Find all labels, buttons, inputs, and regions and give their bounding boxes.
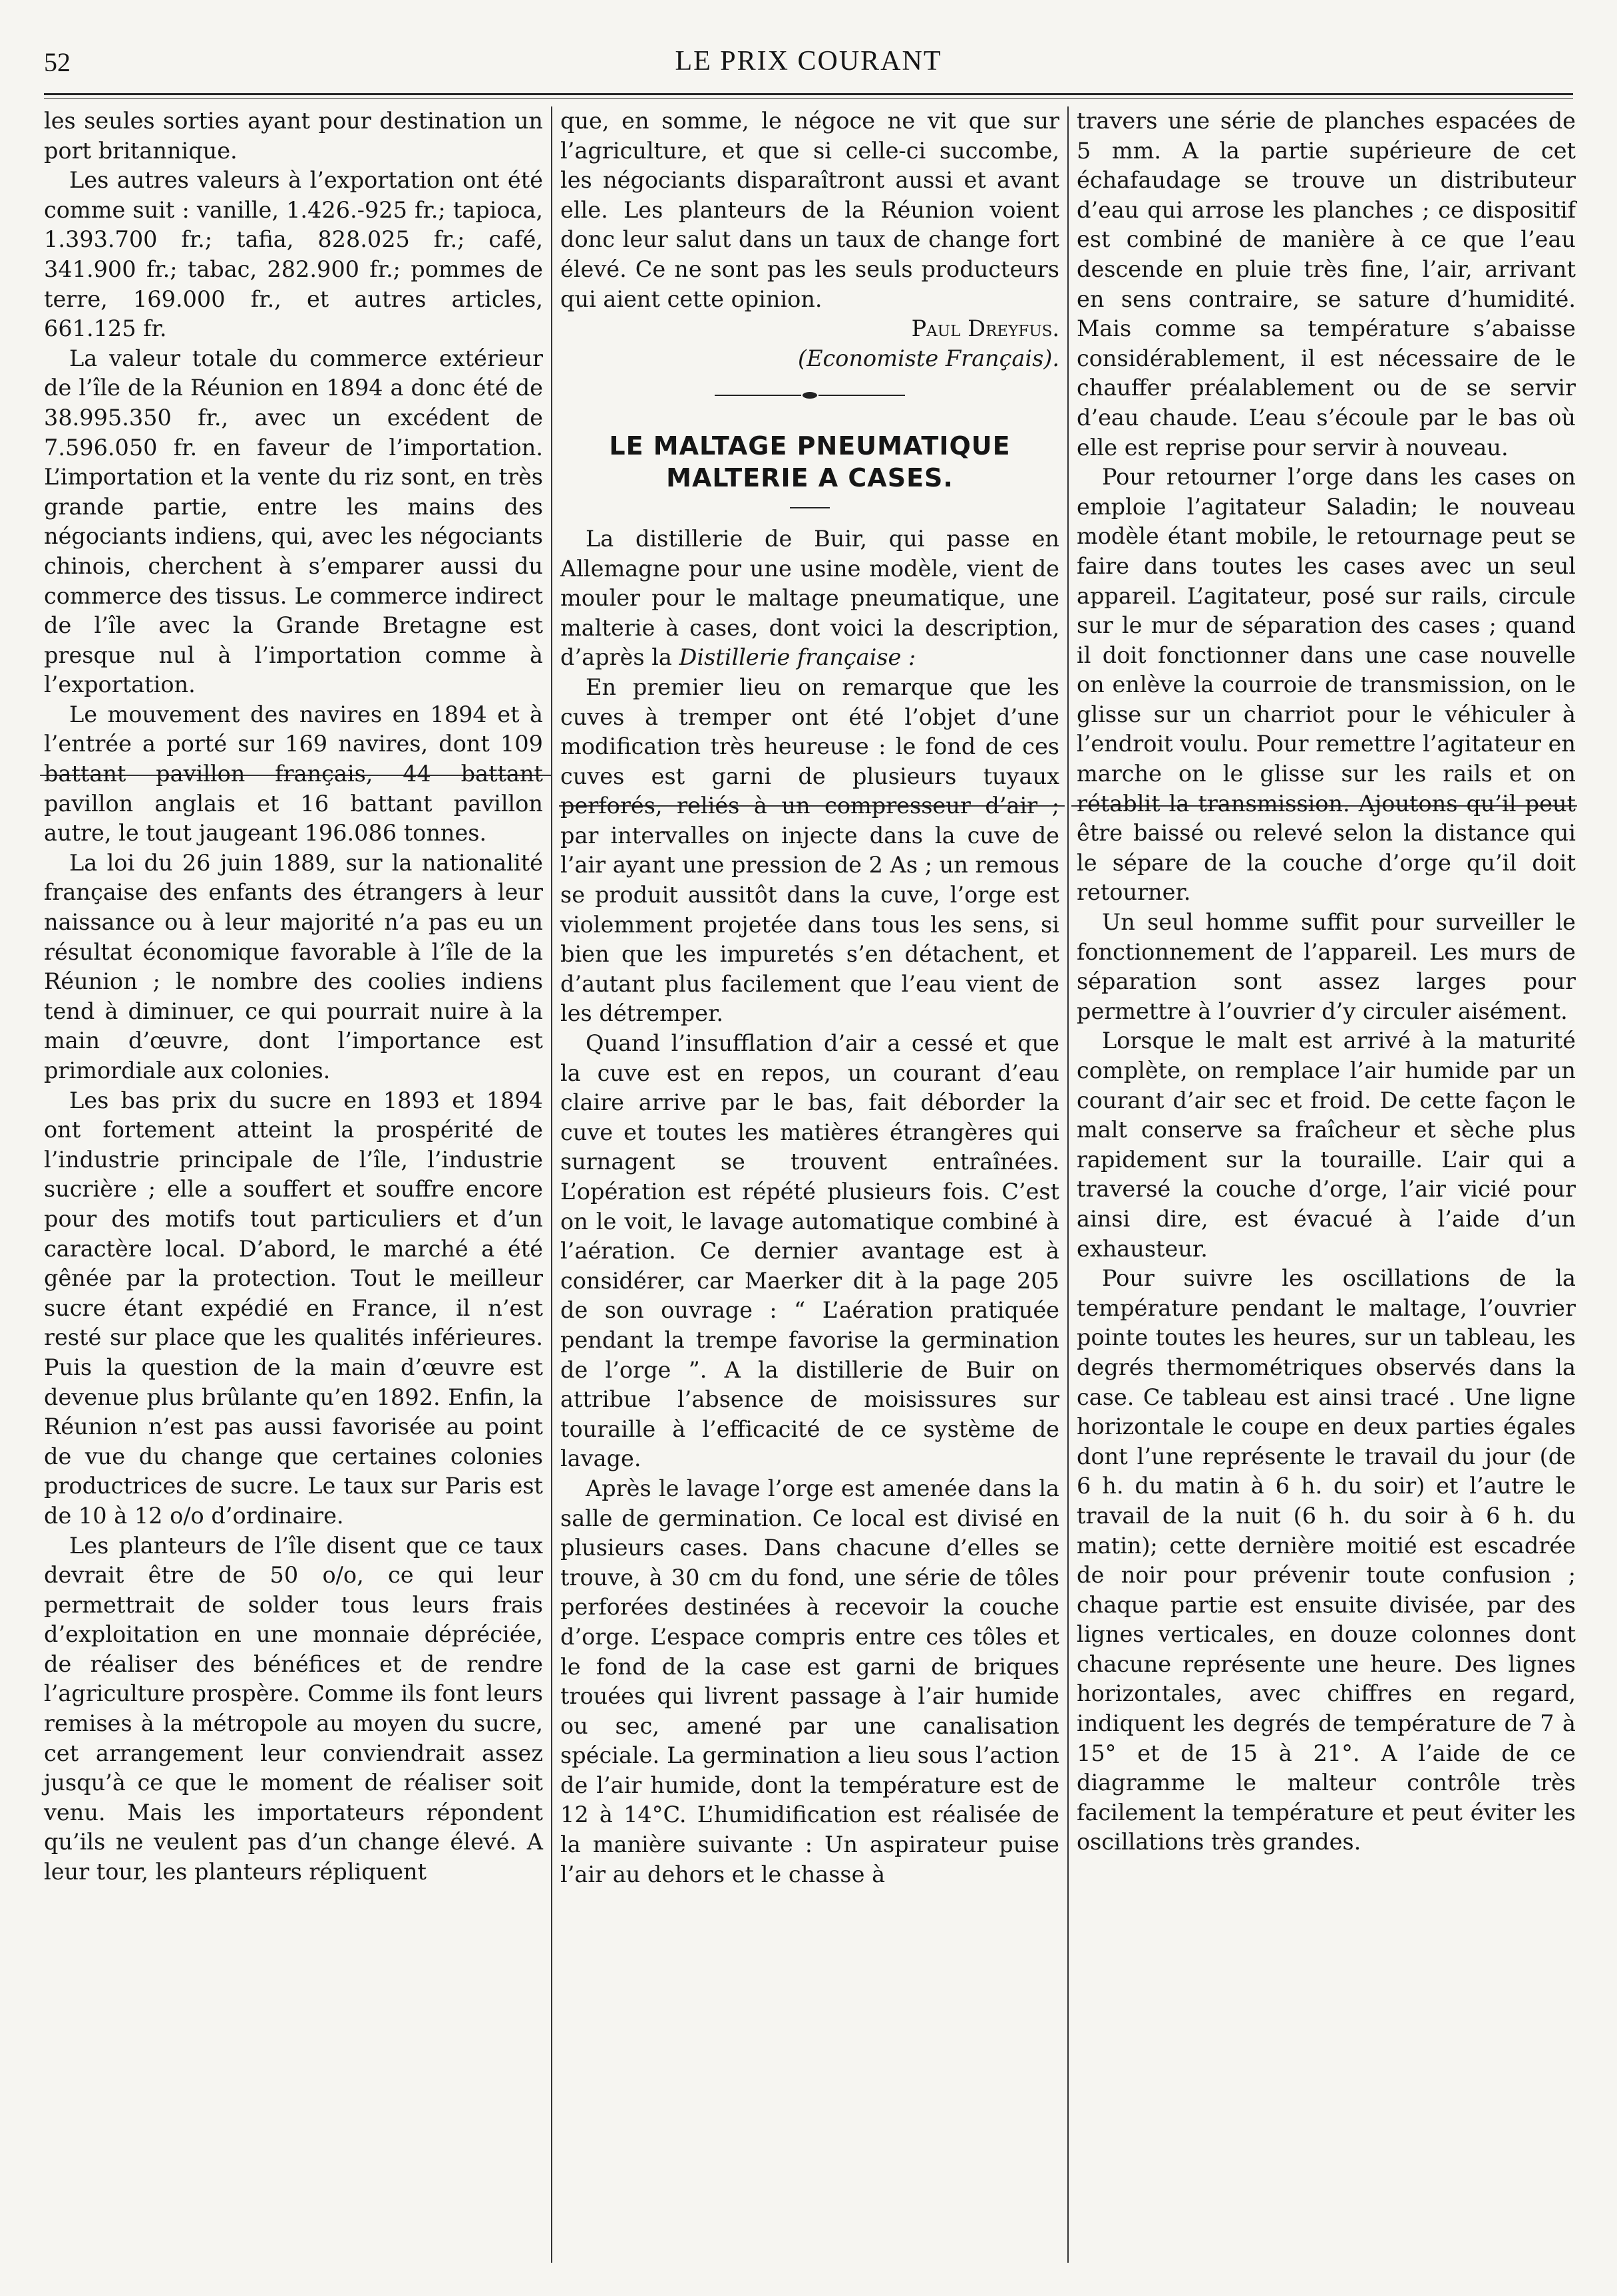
paragraph: Les bas prix du sucre en 1893 et 1894 ont fortement atteint la prospérité de l’industrie principale de l’île, l’industrie sucrière ; elle a souffert et souffre encore pour des motifs tout particuliers et d’un caractère local. D’abord, le marché a été gênée par la protection. Tout le meilleur sucre étant expédié en France, il n’est resté sur place que les qualités inférieures. Puis la question de la main d’œuvre est devenue plus brûlante qu’en 1892. Enfin, la Réunion n’est pas aussi favorisée au point de vue du change que certaines colonies productrices de sucre. Le taux sur Paris est de 10 à 12 o/o d’ordinaire. (44, 1087, 543, 1529)
paragraph-text: La distillerie de Buir, qui passe en Allemagne pour une usine modèle, vient de mouler pour le maltage pneumatique, une malterie à cases, dont voici la description, d’après la (560, 525, 1059, 671)
paragraph: Pour retourner l’orge dans les cases on emploie l’agitateur Saladin; le nouveau modèle étant mobile, le retournage peut se faire dans toutes les cases avec un seul appareil. L’agitateur, posé sur rails, circule sur le mur de séparation des cases ; quand il doit fonctionner dans une case nouvelle on enlève la courroie de transmission, on le glisse sur un charriot pour le véhiculer à l’endroit voulu. Pour remettre l’agitateur en marche on le glisse sur les rails et on rétablit la transmission. Ajoutons qu’il peut être baissé ou relevé selon la distance qui le sépare de la couche d’orge qu’il doit retourner. (1077, 464, 1576, 906)
paragraph: Après le lavage l’orge est amenée dans la salle de germination. Ce local est divisé en plusieurs cases. Dans chacune d’elles se trouve, à 30 cm du fond, une série de tôles perforées destinées à recevoir la couche d’orge. L’espace compris entre ces tôles et le fond de la case est garni de briques trouées qui livrent passage à l’air humide ou sec, amené par une canalisation spéciale. La germination a lieu sous l’action de l’air humide, dont la température est de 12 à 14°C. L’humidification est réalisée de la manière suivante : Un aspirateur puise l’air au dehors et le chasse à (560, 1475, 1059, 1887)
column-1 (44, 106, 543, 1887)
paragraph: La loi du 26 juin 1889, sur la nationalité française des enfants des étrangers à leur naissance ou à leur majorité n’a pas eu un résultat économique favorable à l’île de la Réunion ; le nombre des coolies indiens tend à diminuer, ce qui pourrait nuire à la main d’œuvre, dont l’importance est primordiale aux colonies. (44, 849, 543, 1083)
article-heading-line-1: LE MALTAGE PNEUMATIQUE (609, 431, 1011, 461)
paragraph: Pour suivre les oscillations de la température pendant le maltage, l’ouvrier pointe toutes les heures, sur un tableau, les degrés thermométriques observés dans la case. Ce tableau est ainsi tracé . Une ligne horizontale le coupe en deux parties égales dont l’une représente le travail du jour (de 6 h. du matin à 6 h. du soir) et l’autre le travail de la nuit (6 h. du soir à 6 h. du matin); cette dernière moitié est escadrée de noir pour prévenir toute confusion ; chaque partie est ensuite divisée, par des lignes verticales, en douze colonnes dont chacune représente une heure. Des lignes horizontales, avec chiffres en regard, indiquent les degrés de température de 7 à 15° et de 15 à 21°. A l’aide de ce diagramme le malteur contrôle très facilement la température et peut éviter les oscillations très grandes. (1077, 1265, 1576, 1855)
publication-reference: Distillerie française : (679, 644, 916, 671)
column-2 (560, 106, 1059, 1889)
paragraph: les seules sorties ayant pour destination un port britannique. (44, 108, 543, 164)
paragraph: La valeur totale du commerce extérieur de l’île de la Réunion en 1894 a donc été de 38.995.350 fr., avec un excédent de 7.596.050 fr. en faveur de l’importation. L’importation et la vente du riz sont, en très grande partie, entre les mains des négociants indiens, qui, avec les négociants chinois, cherchent à s’emparer aussi du commerce des tissus. Le commerce indirect de l’île avec la Grande Bretagne est presque nul à l’importation comme à l’exportation. (44, 345, 543, 698)
running-title: LE PRIX COURANT (675, 46, 942, 77)
header-rule (44, 93, 1573, 99)
paragraph: travers une série de planches espacées de 5 mm. A la partie supérieure de cet échafaudage se trouve un distributeur d’eau qui arrose les planches ; ce dispositif est combiné de manière à ce que l’eau descende en pluie très fine, l’air, arrivant en sens contraire, se sature d’humidité. Mais comme sa température s’abaisse considérablement, il est nécessaire de le chauffer préalablement ou de se servir d’eau chaude. L’eau s’écoule par le bas où elle est reprise pour servir à nouveau. (1077, 108, 1576, 461)
column-divider-1 (551, 106, 552, 2263)
column-divider-2 (1067, 106, 1069, 2263)
paragraph: Un seul homme suffit pour surveiller le fonctionnement de l’appareil. Les murs de séparation sont assez larges pour permettre à l’ouvrier d’y circuler aisément. (1077, 909, 1576, 1024)
paragraph (560, 524, 1059, 673)
page-number: 52 (44, 47, 71, 77)
paragraph: Lorsque le malt est arrivé à la maturité complète, on remplace l’air humide par un courant d’air sec et froid. De cette façon le malt conserve sa fraîcheur et sèche plus rapidement sur la touraille. L’air qui a traversé la couche d’orge, l’air vicié pour ainsi dire, est évacué à l’aide d’un exhausteur. (1077, 1028, 1576, 1262)
section-ornament (560, 380, 1059, 410)
article-heading (560, 430, 1059, 494)
paragraph: que, en somme, le négoce ne vit que sur l’agriculture, et que si celle-ci succombe, les négociants disparaîtront aussi et avant elle. Les planteurs de la Réunion voient donc leur salut dans un taux de change fort élevé. Ce ne sont pas les seuls producteurs qui aient cette opinion. (560, 108, 1059, 312)
paragraph: En premier lieu on remarque que les cuves à tremper ont été l’objet d’une modification très heureuse : le fond de ces cuves est garni de plusieurs tuyaux perforés, reliés à un compresseur d’air ; par intervalles on injecte dans la cuve de l’air ayant une pression de 2 As ; un remous se produit aussitôt dans la cuve, l’orge est violemment projetée dans tous les sens, si bien que les impuretés s’en détachent, et d’autant plus facilement que l’eau vient de les détremper. (560, 673, 1059, 1027)
paragraph: Quand l’insufflation d’air a cessé et que la cuve est en repos, un courant d’eau claire arrive par le bas, fait déborder la cuve et toutes les matières étrangères qui surnagent se trouvent entraînées. L’opération est répété plusieurs fois. C’est on le voit, le lavage automatique combiné à l’aération. Ce dernier avantage est à considérer, car Maerker dit à la page 205 de son ouvrage : “ L’aération pratiquée pendant la trempe favorise la germination de l’orge ”. A la distillerie de Buir on attribue l’absence de moisissures sur touraille à l’efficacité de ce système de lavage. (560, 1030, 1059, 1472)
paragraph: Les autres valeurs à l’exportation ont été comme suit : vanille, 1.426.-925 fr.; tapioca, 1.393.700 fr.; tafia, 828.025 fr.; café, 341.900 fr.; tabac, 282.900 fr.; pommes de terre, 169.000 fr., et autres articles, 661.125 fr. (44, 167, 543, 342)
paragraph: Les planteurs de l’île disent que ce taux devrait être de 50 o/o, ce qui leur permettrait de solder tous leurs frais d’exploitation en une monnaie dépréciée, de réaliser des bénéfices et de rendre l’agriculture prospère. Comme ils font leurs remises à la métropole au moyen du sucre, cet arrangement leur conviendrait assez jusqu’à ce que le moment de réaliser soit venu. Mais les importateurs répondent qu’ils ne veulent pas d’un change élevé. A leur tour, les planteurs répliquent (44, 1532, 543, 1885)
heading-dash (790, 507, 830, 508)
article-heading-line-2: MALTERIE A CASES. (666, 463, 954, 492)
source-citation: (Economiste Français). (798, 345, 1059, 371)
paragraph: Le mouvement des navires en 1894 et à l’entrée a porté sur 169 navires, dont 109 battant pavillon français, 44 battant pavillon anglais et 16 battant pavillon autre, le tout jaugeant 196.086 tonnes. (44, 701, 543, 847)
column-3 (1077, 106, 1576, 1857)
author-signature: Paul Dreyfus. (911, 315, 1059, 342)
